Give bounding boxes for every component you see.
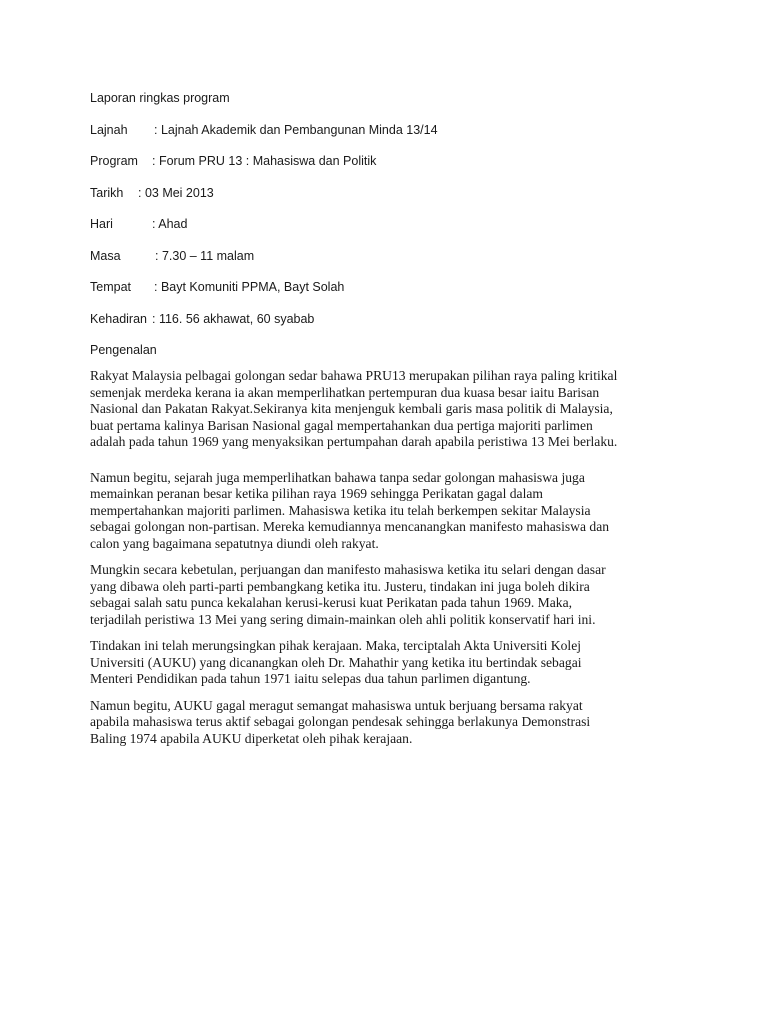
paragraph-line: sebagai golongan non-partisan. Mereka kemudiannya mencanangkan manifesto mahasiswa dan (90, 519, 610, 534)
field-label: Masa (90, 248, 121, 263)
paragraph-line: mempertahankan majoriti parlimen. Mahasiswa ketika itu telah berkempen sekitar Malaysia (90, 502, 591, 518)
field-value: : Forum PRU 13 : Mahasiswa dan Politik (152, 154, 377, 168)
field-hari (90, 214, 690, 234)
field-value: : Ahad (152, 217, 188, 231)
paragraph-1 (90, 368, 690, 451)
paragraph-line: Universiti (AUKU) yang dicanangkan oleh Dr. Mahathir yang ketika itu bertindak sebagai (90, 654, 582, 670)
paragraph-line: calon yang bagaimana sepatutnya diundi oleh rakyat. (90, 535, 379, 551)
paragraph-line: apabila mahasiswa terus aktif sebagai golongan pendesak sehingga berlakunya Demonstrasi (90, 714, 591, 729)
paragraph-line: terjadilah peristiwa 13 Mei yang sering dimain-mainkan oleh ahli politik konservatif hari ini. (90, 611, 596, 627)
field-value: : 7.30 – 11 malam (155, 248, 255, 263)
paragraph-line: Nasional dan Pakatan Rakyat.Sekiranya kita menjenguk kembali garis masa politik di Malaysia, (90, 401, 613, 416)
paragraph-line: buat pertama kalinya Barisan Nasional gagal mempertahankan dua pertiga majoriti parlimen (90, 417, 593, 433)
paragraph-4 (90, 638, 690, 688)
paragraph-line: Baling 1974 apabila AUKU diperketat oleh pihak kerajaan. (90, 730, 413, 746)
paragraph-line: Menteri Pendidikan pada tahun 1971 iaitu selepas dua tahun parlimen digantung. (90, 671, 531, 686)
paragraph-2 (90, 470, 690, 553)
field-label: Lajnah (90, 122, 128, 137)
paragraph-line: Tindakan ini telah merungsingkan pihak kerajaan. Maka, terciptalah Akta Universiti Kolej (90, 638, 582, 653)
paragraph-line: memainkan peranan besar ketika pilihan raya 1969 sehingga Perikatan gagal dalam (90, 486, 543, 501)
paragraph-line: Namun begitu, sejarah juga memperlihatkan bahawa tanpa sedar golongan mahasiswa juga (90, 469, 585, 485)
field-label: Tempat (90, 280, 131, 294)
paragraph-line: semenjak merdeka kerana ia akan memperlihatkan pertempuran dua kuasa besar iaitu Barisan (90, 384, 600, 400)
field-tarikh (90, 183, 690, 203)
field-label: Kehadiran (90, 311, 147, 326)
field-label: Tarikh (90, 185, 124, 200)
field-label: Program (90, 154, 138, 168)
field-masa (90, 246, 690, 266)
paragraph-line: sebagai salah satu punca kekalahan kerusi-kerusi kuat Perikatan pada tahun 1969. Maka, (90, 595, 573, 610)
paragraph-line: adalah pada tahun 1969 yang menyaksikan pertumpahan darah apabila peristiwa 13 Mei berlaku. (90, 434, 618, 449)
field-value: : Lajnah Akademik dan Pembangunan Minda 13/14 (154, 122, 438, 137)
field-lajnah (90, 120, 690, 140)
field-label: Hari (90, 217, 113, 231)
paragraph-3 (90, 562, 690, 628)
section-heading: Pengenalan (90, 343, 157, 357)
paragraph-5 (90, 698, 690, 748)
field-tempat (90, 277, 690, 297)
paragraph-line: Namun begitu, AUKU gagal meragut semangat mahasiswa untuk berjuang bersama rakyat (90, 697, 583, 713)
document-title: Laporan ringkas program (90, 91, 230, 105)
field-value: : 116. 56 akhawat, 60 syabab (152, 311, 315, 326)
field-value: : Bayt Komuniti PPMA, Bayt Solah (154, 280, 345, 294)
field-program (90, 151, 690, 171)
paragraph-line: Rakyat Malaysia pelbagai golongan sedar bahawa PRU13 merupakan pilihan raya paling kritikal (90, 368, 618, 383)
field-value: : 03 Mei 2013 (138, 185, 214, 200)
paragraph-line: yang dibawa oleh parti-parti pembangkang ketika itu. Justeru, tindakan ini juga boleh dikira (90, 578, 590, 594)
paragraph-line: Mungkin secara kebetulan, perjuangan dan manifesto mahasiswa ketika itu selari dengan dasar (90, 562, 606, 577)
document-body (90, 88, 690, 747)
field-kehadiran (90, 309, 690, 329)
